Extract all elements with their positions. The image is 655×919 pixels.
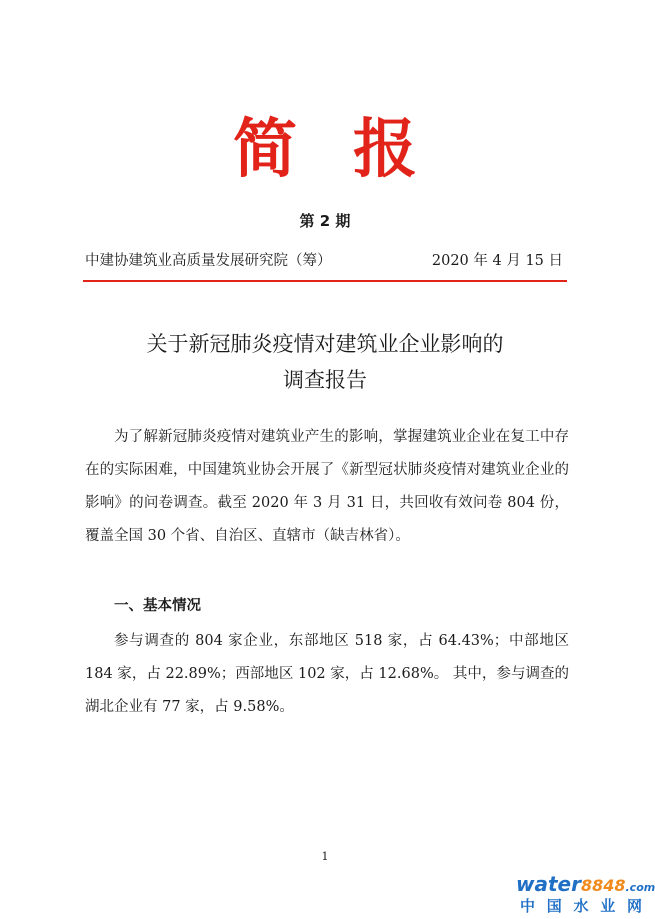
watermark-char: 网 [626,897,642,915]
section-heading: 一、基本情况 [114,598,201,614]
site-watermark [516,872,655,917]
report-title-line2: 调查报告 [283,368,367,392]
section-paragraph: 参与调查的 804 家企业，东部地区 518 家，占 64.43%；中部地区 184 家，占 22.89%；西部地区 102 家，占 12.68%。 其中，参与调查的湖北企业有 77 家，占 9.58%。 [85,633,569,715]
watermark-brand: water [516,872,581,896]
intro-paragraph: 为了解新冠肺炎疫情对建筑业产生的影响，掌握建筑业企业在复工中存在的实际困难，中国建筑业协会开展了《新型冠状肺炎疫情对建筑业企业的影响》的问卷调查。截至 2020 年 3 月 31 日，共回收有效问卷 804 份，覆盖全国 30 个省、自治区、直辖市（缺吉林省）。 [85,429,569,544]
masthead-title: 简报 [233,112,473,187]
watermark-logo [516,873,655,899]
watermark-char: 水 [573,897,589,915]
issuer-name: 中建协建筑业高质量发展研究院（筹） [85,253,332,269]
watermark-char: 中 [520,897,536,915]
report-title [0,326,650,398]
report-title-line1: 关于新冠肺炎疫情对建筑业企业影响的 [146,332,504,356]
watermark-digits: 8848 [580,876,626,895]
issue-date: 2020 年 4 月 15 日 [431,253,563,269]
watermark-char: 国 [546,897,562,915]
issuer-line [85,251,563,271]
page-number: 1 [321,850,329,863]
watermark-char: 业 [600,897,616,915]
issue-number: 第 2 期 [299,212,351,230]
watermark-site-name [520,897,642,915]
watermark-dotcom: .com [625,881,655,894]
red-divider [83,280,567,282]
